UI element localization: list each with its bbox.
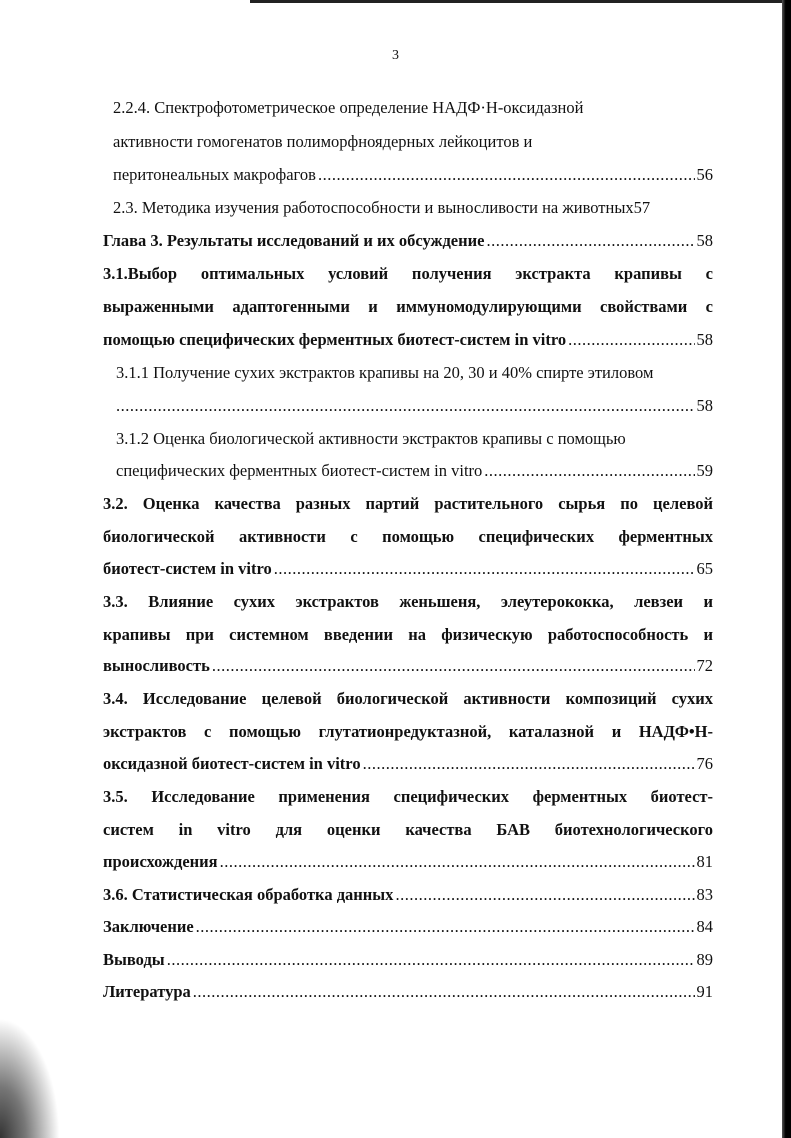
toc-leader-dots: [363, 753, 695, 775]
toc-leader-dots: [167, 949, 695, 971]
scan-shadow-corner: [0, 1018, 60, 1138]
toc-page-number: 91: [696, 982, 713, 1001]
toc-label: перитонеальных макрофагов: [113, 165, 316, 184]
toc-label: специфических ферментных биотест-систем in vitro: [116, 461, 483, 480]
toc-label: Заключение: [103, 917, 194, 936]
toc-page-number: 59: [696, 461, 713, 480]
toc-label: Литература: [103, 982, 191, 1001]
toc-entry-references: [103, 981, 713, 1003]
toc-entry-2-2-4-line3: [113, 164, 713, 186]
toc-label: Выводы: [103, 950, 165, 969]
toc-entry-3-5-line2: систем in vitro для оценки качества БАВ биотехнологического: [103, 820, 713, 839]
toc-entry-3-2-line2: биологической активности с помощью специфических ферментных: [103, 527, 713, 546]
toc-label: 3.6. Статистическая обработка данных: [103, 885, 394, 904]
toc-label: помощью специфических ферментных биотест-систем in vitro: [103, 330, 567, 349]
toc-entry-chapter-3: [103, 230, 713, 252]
toc-entry-3-2-line3: [103, 558, 713, 580]
toc-entry-3-1-1-line1: 3.1.1 Получение сухих экстрактов крапивы на 20, 30 и 40% спирте этиловом: [116, 363, 654, 382]
toc-page-number: 56: [696, 165, 713, 184]
toc-page-number: 58: [696, 396, 713, 415]
toc-page-number: 72: [696, 656, 713, 675]
page-number: 3: [392, 48, 399, 63]
toc-entry-3-5-line1: 3.5. Исследование применения специфических ферментных биотест-: [103, 787, 713, 806]
toc-entry-2-3: [113, 197, 713, 219]
toc-page-number: 65: [696, 559, 713, 578]
scan-edge-right: [782, 0, 791, 1138]
toc-label: происхождения: [103, 852, 218, 871]
toc-label: биотест-систем in vitro: [103, 559, 272, 578]
toc-entry-3-5-line3: [103, 851, 713, 873]
toc-leader-dots: [395, 884, 694, 906]
toc-page-number: 89: [696, 950, 713, 969]
toc-entry-3-1-1-line2: [116, 395, 713, 417]
toc-leader-dots: [318, 164, 695, 186]
toc-entry-3-3-line3: [103, 655, 713, 677]
toc-entry-3-4-line1: 3.4. Исследование целевой биологической активности композиций сухих: [103, 689, 713, 708]
toc-page-number: 84: [696, 917, 713, 936]
toc-page-number: 81: [696, 852, 713, 871]
toc-leader-dots: [212, 655, 695, 677]
toc-leader-dots: [568, 329, 694, 351]
scan-edge-top: [250, 0, 791, 3]
toc-entry-3-4-line3: [103, 753, 713, 775]
toc-leader-dots: [274, 558, 695, 580]
toc-page-number: 76: [696, 754, 713, 773]
toc-leader-dots: [220, 851, 695, 873]
toc-label: 2.3. Методика изучения работоспособности и выносливости на животных: [113, 198, 634, 217]
toc-entry-conclusion: [103, 916, 713, 938]
toc-page-number: 83: [696, 885, 713, 904]
toc-page-number: 57: [633, 198, 651, 217]
toc-entry-3-1-2-line2: [116, 460, 713, 482]
toc-leader-dots: [484, 460, 694, 482]
toc-entry-3-2-line1: 3.2. Оценка качества разных партий растительного сырья по целевой: [103, 494, 713, 513]
toc-leader-dots: [193, 981, 695, 1003]
toc-label: выносливость: [103, 656, 210, 675]
toc-entry-3-1-line2: выраженными адаптогенными и иммуномодулирующими свойствами с: [103, 297, 713, 316]
toc-entry-2-2-4-line2: активности гомогенатов полиморфноядерных лейкоцитов и: [113, 132, 533, 151]
toc-entry-2-2-4-line1: 2.2.4. Спектрофотометрическое определение НАДФ·Н-оксидазной: [113, 98, 584, 117]
toc-label: Глава 3. Результаты исследований и их обсуждение: [103, 231, 485, 250]
toc-entry-3-1-line3: [103, 329, 713, 351]
toc-page-number: 58: [696, 231, 713, 250]
toc-entry-findings: [103, 949, 713, 971]
toc-entry-3-6: [103, 884, 713, 906]
toc-entry-3-4-line2: экстрактов с помощью глутатионредуктазной, каталазной и НАДФ•Н-: [103, 722, 713, 741]
toc-leader-dots: [116, 395, 695, 417]
toc-leader-dots: [196, 916, 695, 938]
toc-label: оксидазной биотест-систем in vitro: [103, 754, 361, 773]
toc-entry-3-1-2-line1: 3.1.2 Оценка биологической активности экстрактов крапивы с помощью: [116, 429, 626, 448]
toc-entry-3-3-line2: крапивы при системном введении на физическую работоспособность и: [103, 625, 713, 644]
toc-entry-3-1-line1: 3.1.Выбор оптимальных условий получения экстракта крапивы с: [103, 264, 713, 283]
toc-entry-3-3-line1: 3.3. Влияние сухих экстрактов женьшеня, элеутерококка, левзеи и: [103, 592, 713, 611]
toc-page-number: 58: [696, 330, 713, 349]
toc-leader-dots: [486, 230, 694, 252]
